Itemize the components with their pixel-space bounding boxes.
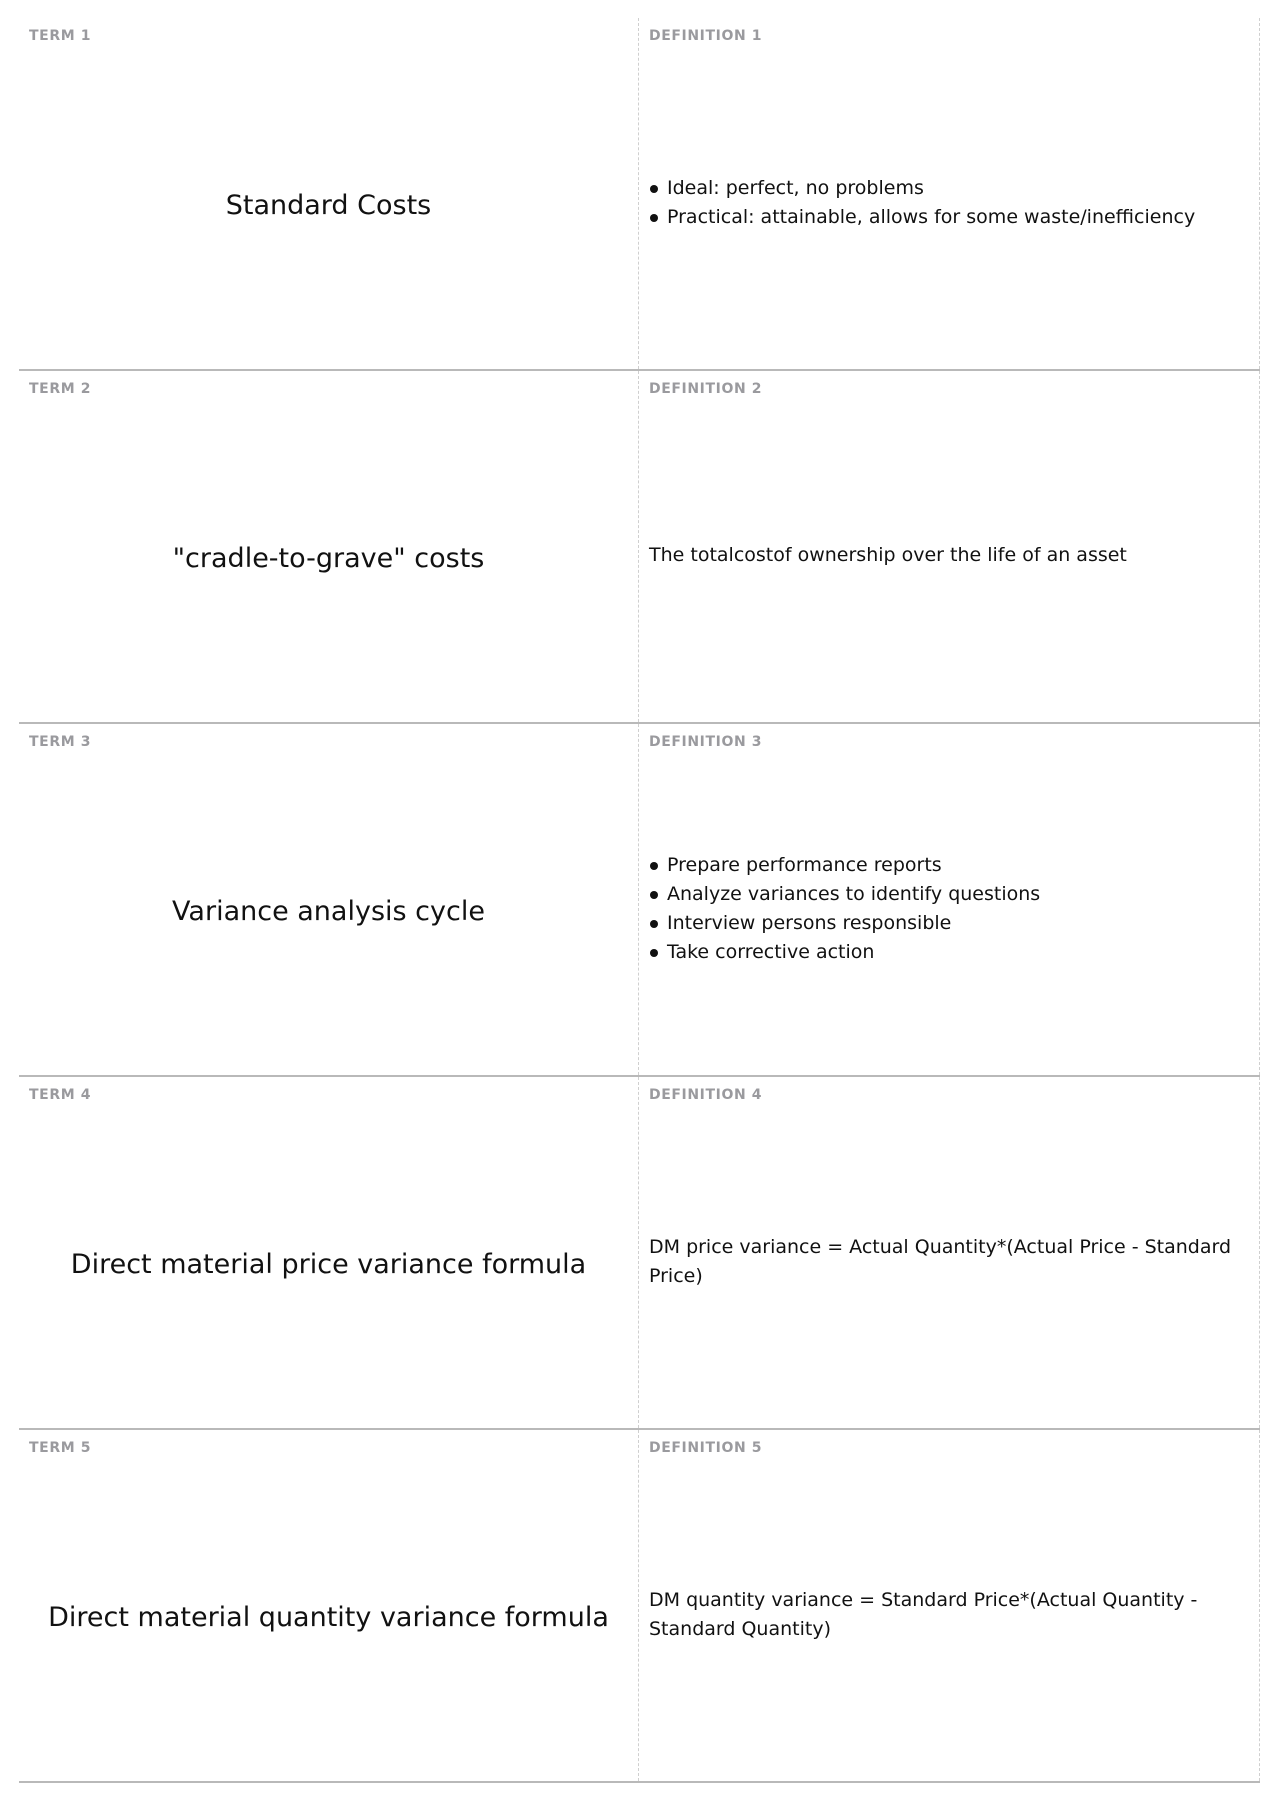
definition-body xyxy=(649,1077,1249,1428)
term-text: Standard Costs xyxy=(225,190,432,221)
definition-label: DEFINITION 1 xyxy=(649,28,763,44)
flashcard-row xyxy=(19,1077,1260,1430)
definition-cell xyxy=(639,1430,1260,1781)
definition-list-item: Interview persons responsible xyxy=(649,909,1249,938)
definition-cell xyxy=(639,18,1260,369)
definition-cell xyxy=(639,724,1260,1075)
flashcard-row xyxy=(19,724,1260,1077)
term-cell xyxy=(19,371,639,722)
definition-list xyxy=(649,851,1249,967)
term-text: Variance analysis cycle xyxy=(172,896,485,927)
definition-cell xyxy=(639,1077,1260,1428)
definition-list-item: Analyze variances to identify questions xyxy=(649,880,1249,909)
definition-body xyxy=(649,371,1249,722)
flashcard-row xyxy=(19,18,1260,371)
flashcard-row xyxy=(19,1430,1260,1783)
definition-label: DEFINITION 3 xyxy=(649,734,763,750)
definition-cell xyxy=(639,371,1260,722)
definition-list-item: Ideal: perfect, no problems xyxy=(649,174,1249,203)
term-text: Direct material price variance formula xyxy=(70,1249,587,1280)
definition-label: DEFINITION 4 xyxy=(649,1087,763,1103)
flashcard-sheet xyxy=(19,18,1260,1783)
term-cell xyxy=(19,1077,639,1428)
definition-list-item: Prepare performance reports xyxy=(649,851,1249,880)
definition-list-item: Practical: attainable, allows for some waste/inefficiency xyxy=(649,203,1249,232)
definition-text: DM price variance = Actual Quantity*(Actual Price - Standard Price) xyxy=(649,1235,1232,1287)
term-label: TERM 1 xyxy=(29,28,92,44)
definition-label: DEFINITION 5 xyxy=(649,1440,763,1456)
definition-list xyxy=(649,174,1249,232)
term-cell xyxy=(19,18,639,369)
flashcard-row xyxy=(19,371,1260,724)
term-cell xyxy=(19,1430,639,1781)
definition-text: The totalcostof ownership over the life of an asset xyxy=(649,544,1127,566)
definition-body xyxy=(649,18,1249,369)
definition-body xyxy=(649,1430,1249,1781)
definition-text: DM quantity variance = Standard Price*(Actual Quantity - Standard Quantity) xyxy=(649,1588,1198,1640)
definition-label: DEFINITION 2 xyxy=(649,381,763,397)
definition-body xyxy=(649,724,1249,1075)
term-label: TERM 4 xyxy=(29,1087,92,1103)
term-text: Direct material quantity variance formula xyxy=(48,1602,609,1633)
definition-list-item: Take corrective action xyxy=(649,938,1249,967)
term-text: "cradle-to-grave" costs xyxy=(172,543,485,574)
term-cell xyxy=(19,724,639,1075)
term-label: TERM 3 xyxy=(29,734,92,750)
term-label: TERM 5 xyxy=(29,1440,92,1456)
term-label: TERM 2 xyxy=(29,381,92,397)
